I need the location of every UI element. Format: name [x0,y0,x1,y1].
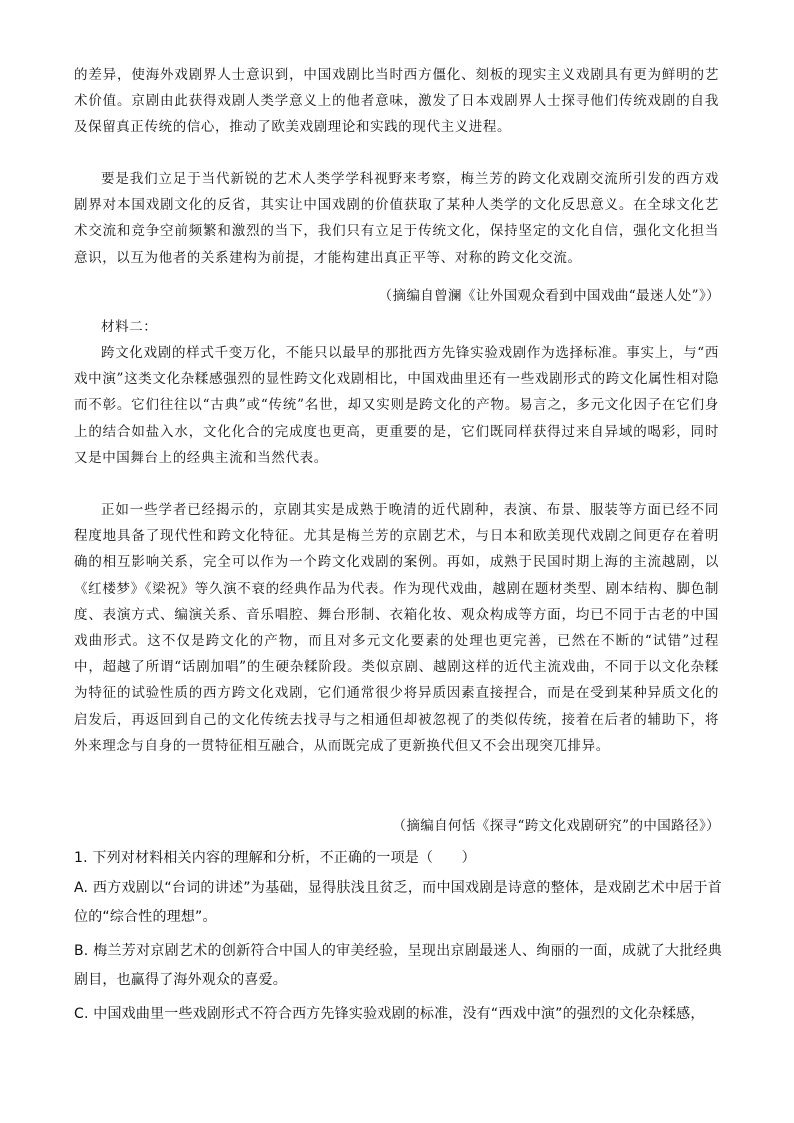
question-1: 1. 下列对材料相关内容的理解和分析，不正确的一项是（ ） [74,850,476,866]
option-a: A. 西方戏剧以“台词的讲述”为基础，显得肤浅且贫乏，而中国戏剧是诗意的整体，是戏剧艺术中居于首位的“综合性的理想”。 [74,880,722,925]
option-b: B. 梅兰芳对京剧艺术的创新符合中国人的审美经验，呈现出京剧最迷人、绚丽的一面，成就了大批经典剧目，也赢得了海外观众的喜爱。 [74,943,722,988]
paragraph-3: 跨文化戏剧的样式千变万化，不能只以最早的那批西方先锋实验戏剧作为选择标准。事实上，与“西戏中演”这类文化杂糅感强烈的显性跨文化戏剧相比，中国戏曲里还有一些戏剧形式的跨文化属性相对隐而不彰。它们往往以“古典”或“传统”名世，却又实则是跨文化的产物。易言之，多元文化因子在它们身上的结合如盐入水，文化化合的完成度也更高，更重要的是，它们既同样获得过来自异域的喝彩，同时又是中国舞台上的经典主流和当然代表。 [74,345,719,466]
paragraph-2: 要是我们立足于当代新锐的艺术人类学学科视野来考察，梅兰芳的跨文化戏剧交流所引发的西方戏剧界对本国戏剧文化的反省，其实让中国戏剧的价值获取了某种人类学的文化反思意义。在全球文化艺术交流和竞争空前频繁和激烈的当下，我们只有立足于传统文化，保持坚定的文化自信，强化文化担当意识，以互为他者的关系建构为前提，才能构建出真正平等、对称的跨文化交流。 [74,171,719,266]
source-citation-1: （摘编自曾澜《让外国观众看到中国戏曲“最迷人处”》） [378,288,720,304]
option-c: C. 中国戏曲里一些戏剧形式不符合西方先锋实验戏剧的标准，没有“西戏中演”的强烈的文化杂糅感， [74,1006,705,1022]
source-citation-2: （摘编自何恬《探寻“跨文化戏剧研究”的中国路径》） [392,818,720,834]
paragraph-4: 正如一些学者已经揭示的，京剧其实是成熟于晚清的近代剧种，表演、布景、服装等方面已经不同程度地具备了现代性和跨文化特征。尤其是梅兰芳的京剧艺术，与日本和欧美现代戏剧之间更存在着明确的相互影响关系，完全可以作为一个跨文化戏剧的案例。再如，成熟于民国时期上海的主流越剧，以《红楼梦》《梁祝》等久演不衰的经典作品为代表。作为现代戏曲，越剧在题材类型、剧本结构、脚色制度、表演方式、编演关系、音乐唱腔、舞台形制、衣箱化妆、观众构成等方面，均已不同于古老的中国戏曲形式。这不仅是跨文化的产物，而且对多元文化要素的处理也更完善，已然在不断的“试错”过程中，超越了所谓“话剧加唱”的生硬杂糅阶段。类似京剧、越剧这样的近代主流戏曲，不同于以文化杂糅为特征的试验性质的西方跨文化戏剧，它们通常很少将异质因素直接捏合，而是在受到某种异质文化的启发后，再返回到自己的文化传统去找寻与之相通但却被忽视了的类似传统，接着在后者的辅助下，将外来理念与自身的一贯特征相互融合，从而既完成了更新换代但又不会出现突兀排异。 [74,502,719,754]
material-2-label: 材料二： [101,319,158,335]
paragraph-1: 的差异，使海外戏剧界人士意识到，中国戏剧比当时西方僵化、刻板的现实主义戏剧具有更为鲜明的艺术价值。京剧由此获得戏剧人类学意义上的他者意味，激发了日本戏剧界人士探寻他们传统戏剧的自我及保留真正传统的信心，推动了欧美戏剧理论和实践的现代主义进程。 [74,67,719,136]
